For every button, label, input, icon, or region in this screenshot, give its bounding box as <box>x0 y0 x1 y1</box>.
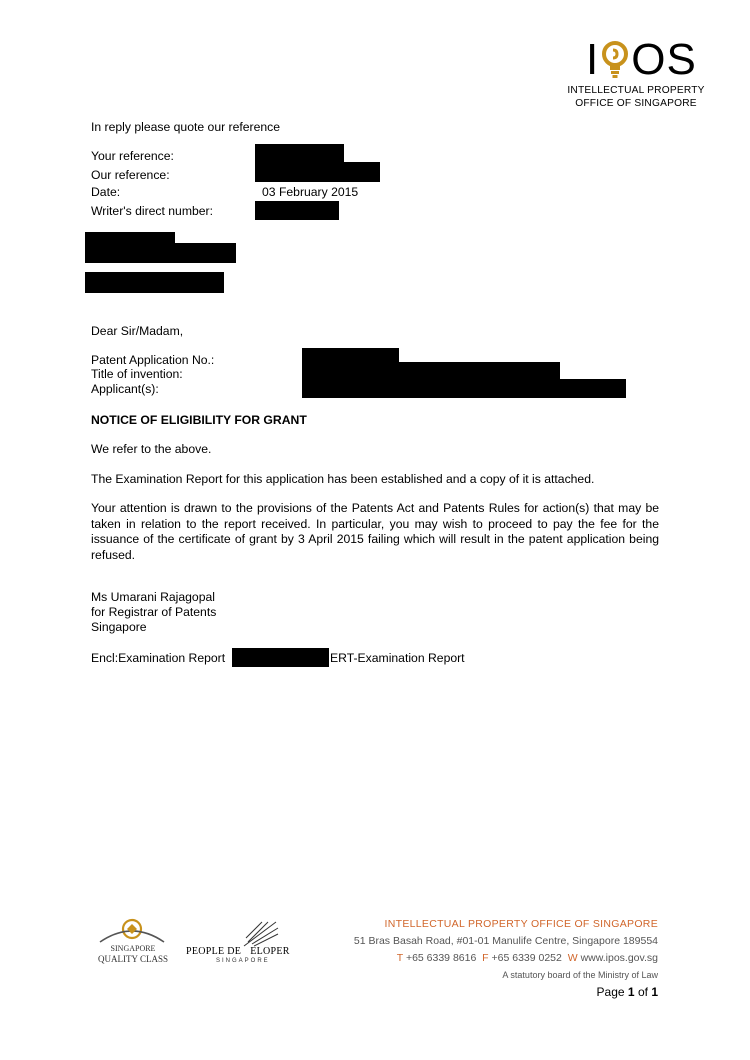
redaction-address-line3 <box>85 272 224 293</box>
patent-application-label: Patent Application No.: <box>91 353 215 367</box>
date-value: 03 February 2015 <box>262 185 359 199</box>
singapore-quality-class-logo <box>92 916 170 972</box>
page-current: 1 <box>627 985 635 999</box>
enclosure-suffix: ERT-Examination Report <box>330 651 465 665</box>
footer-web[interactable]: www.ipos.gov.sg <box>580 952 658 964</box>
logo-letter-o: O <box>631 35 667 84</box>
page-word: Page <box>596 985 625 999</box>
sqc-line1: SINGAPORE <box>110 944 156 953</box>
signatory-place: Singapore <box>91 620 147 634</box>
redaction-enclosure-ref <box>232 648 329 667</box>
redaction-your-reference <box>255 144 344 162</box>
sqc-line2: QUALITY CLASS <box>98 954 168 964</box>
enclosure-prefix: Encl:Examination Report <box>91 651 226 665</box>
page-total: 1 <box>651 985 658 999</box>
logo-letter-i: I <box>586 35 600 84</box>
redaction-writer-number <box>255 201 339 220</box>
page-number <box>597 985 658 999</box>
reply-note: In reply please quote our reference <box>91 120 281 134</box>
writer-number-label: Writer's direct number: <box>91 204 213 218</box>
footer-org-name: INTELLECTUAL PROPERTY OFFICE OF SINGAPORE <box>384 918 658 930</box>
redaction-title <box>302 362 560 380</box>
footer-contacts <box>397 952 658 964</box>
ipos-logo <box>586 35 697 84</box>
page-of: of <box>637 985 648 999</box>
date-label: Date: <box>91 185 121 199</box>
paragraph-report: The Examination Report for this application has been established and a copy of it is attached. <box>91 472 595 486</box>
paragraph-refer: We refer to the above. <box>91 442 212 456</box>
web-letter: W <box>567 952 578 964</box>
footer-fax: +65 6339 0252 <box>491 952 562 964</box>
people-developer-logo <box>186 920 304 968</box>
redaction-applicant <box>302 379 626 398</box>
pd-text-country: SINGAPORE <box>216 958 270 964</box>
signatory-role: for Registrar of Patents <box>91 605 217 619</box>
footer-statutory: A statutory board of the Ministry of Law <box>502 970 658 980</box>
footer-tel: +65 6339 8616 <box>405 952 477 964</box>
pd-text-end: ELOPER <box>250 946 290 957</box>
paragraph-attention: Your attention is drawn to the provisions of the Patents Act and Patents Rules for action(s) that may be taken in relation to the report received. In particular, you may wish to proceed to pay the fee for the issuance of the certificate of grant by 3 April 2015 failing which will result in the patent application being refused. <box>91 501 659 562</box>
redaction-address-line2 <box>85 243 236 263</box>
pd-leaf-icon <box>240 920 280 948</box>
title-of-invention-label: Title of invention: <box>91 367 183 381</box>
footer-address: 51 Bras Basah Road, #01-01 Manulife Centre, Singapore 189554 <box>353 935 658 947</box>
org-name-line2: OFFICE OF SINGAPORE <box>575 98 697 109</box>
logo-letter-s: S <box>666 35 697 84</box>
pd-text-start: PEOPLE DE <box>186 946 242 957</box>
salutation: Dear Sir/Madam, <box>91 324 184 338</box>
your-reference-label: Your reference: <box>91 149 174 163</box>
sqc-emblem-icon <box>92 916 170 946</box>
applicant-label: Applicant(s): <box>91 382 159 396</box>
notice-title: NOTICE OF ELIGIBILITY FOR GRANT <box>91 413 307 427</box>
org-name-line1: INTELLECTUAL PROPERTY <box>567 85 705 96</box>
redaction-our-reference <box>255 162 380 182</box>
our-reference-label: Our reference: <box>91 168 170 182</box>
tel-letter: T <box>396 952 404 964</box>
signatory-name: Ms Umarani Rajagopal <box>91 590 215 604</box>
fax-letter: F <box>482 952 489 964</box>
lightbulb-icon <box>600 40 630 80</box>
